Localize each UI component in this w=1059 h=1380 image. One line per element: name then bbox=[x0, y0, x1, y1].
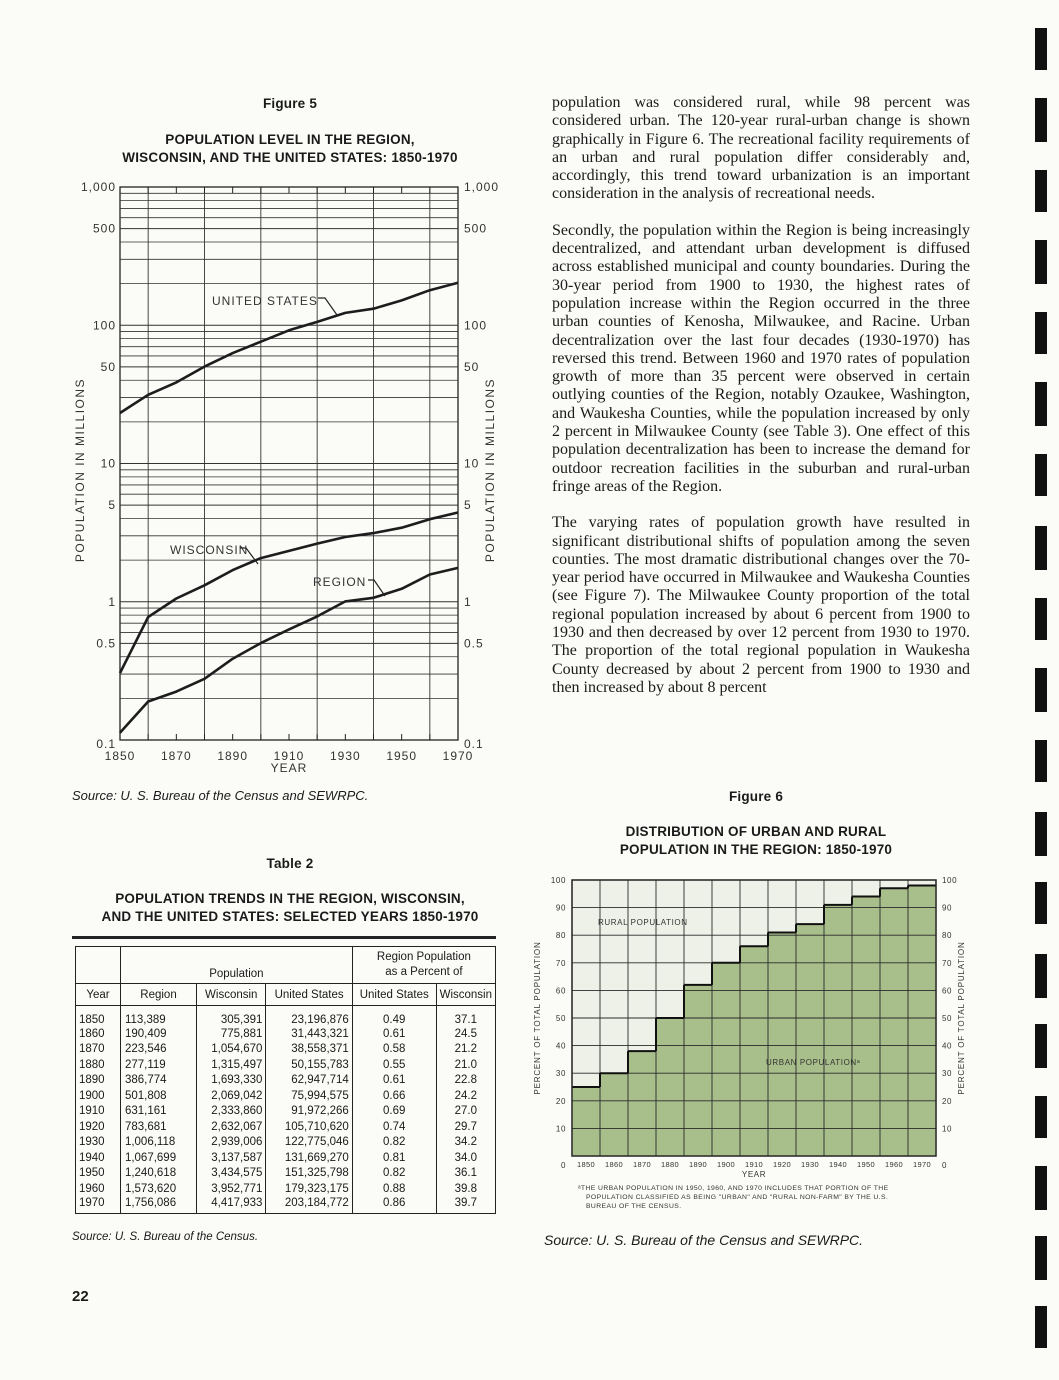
figure6-x-ticks bbox=[577, 1160, 931, 1169]
figure6-y-tick-label-right: 0 bbox=[942, 1161, 948, 1170]
figure6-x-tick-label: 1860 bbox=[605, 1160, 623, 1169]
figure5-label: Figure 5 bbox=[262, 96, 318, 111]
paragraph-2: Secondly, the population within the Region is being increasingly decentralized, and attendant urban development is diffused across established municipal and county boundaries. During the 30-year period from 1900 to 1930, the highest rates of population increase within the Region occurred in the three urban counties of Kenosha, Milwaukee, and Racine. Urban decentralization over the last four decades (1930-1970) has reversed this trend. Between 1960 and 1970 rates of population growth of more than 35 percent were observed in certain outlying counties of the Region, notably Ozaukee, Washington, and Waukesha Counties, while the population increased by only 2 percent in Milwaukee County (see Table 3). One effect of this population decentralization has been to increase the demand for outdoor recreation facilities in the suburban and rural-urban fringe areas of the Region. bbox=[552, 221, 970, 495]
table-cell: 0.66 bbox=[352, 1088, 436, 1104]
table-cell: 36.1 bbox=[454, 1167, 477, 1180]
table-cell: 631,161 bbox=[120, 1104, 196, 1120]
table-cell: 113,389 bbox=[120, 1006, 196, 1027]
figure6-y-tick-label-right: 40 bbox=[942, 1041, 953, 1051]
figure6-title-line1: DISTRIBUTION OF URBAN AND RURAL bbox=[625, 824, 887, 839]
figure5-y-tick-label-left: 0.1 bbox=[96, 737, 116, 751]
table-cell: 3,137,587 bbox=[197, 1150, 266, 1166]
table-cell: 1,693,330 bbox=[197, 1073, 266, 1089]
table-cell: 783,681 bbox=[120, 1119, 196, 1135]
table-cell: 22.8 bbox=[454, 1074, 477, 1087]
figure5-y-tick-label-left: 1 bbox=[108, 594, 116, 609]
figure6-y-tick-label-right: 60 bbox=[942, 986, 953, 996]
figure5-y-tick-label-right: 100 bbox=[464, 318, 488, 333]
figure5-y-tick-label-left: 100 bbox=[92, 318, 116, 333]
table-cell: 75,994,575 bbox=[266, 1088, 352, 1104]
figure5-y-tick-label-right: 1,000 bbox=[464, 180, 500, 194]
figure5-source: Source: U. S. Bureau of the Census and SEWRPC. bbox=[72, 788, 369, 803]
figure5-x-tick-label: 1930 bbox=[329, 749, 361, 763]
figure6-y-tick-label-left: 100 bbox=[550, 876, 566, 885]
table-row bbox=[76, 1042, 496, 1058]
figure6-y-tick-label-right: 50 bbox=[942, 1014, 953, 1023]
table-cell: 1900 bbox=[76, 1088, 121, 1104]
figure5-x-tick-label: 1970 bbox=[442, 749, 474, 763]
figure5-y-tick-label-left: 1,000 bbox=[80, 180, 116, 194]
table-row bbox=[76, 1057, 496, 1073]
figure6-x-axis-label: YEAR bbox=[741, 1170, 767, 1179]
figure6-y-tick-label-left: 90 bbox=[555, 903, 566, 913]
urban-bar bbox=[628, 1051, 656, 1156]
table-cell: 0.55 bbox=[352, 1057, 436, 1073]
table-cell: 0.81 bbox=[352, 1150, 436, 1166]
table-cell: 105,710,620 bbox=[266, 1119, 352, 1135]
table-cell: 179,323,175 bbox=[266, 1181, 352, 1197]
urban-bar bbox=[656, 1018, 684, 1156]
table-cell: 2,333,860 bbox=[197, 1104, 266, 1120]
figure5-y-tick-label-left: 0.5 bbox=[96, 636, 116, 651]
figure6-x-tick-label: 1960 bbox=[885, 1160, 903, 1169]
table-cell: 39.7 bbox=[454, 1196, 477, 1209]
figure5-annotations bbox=[170, 294, 385, 596]
table-cell: 151,325,798 bbox=[266, 1166, 352, 1182]
figure6-y-tick-label-left: 30 bbox=[555, 1069, 566, 1079]
urban-bar bbox=[712, 963, 740, 1156]
table-cell: 1950 bbox=[76, 1166, 121, 1182]
table-cell: 21.2 bbox=[454, 1043, 477, 1056]
figure5-x-axis-label: YEAR bbox=[270, 761, 308, 775]
table-cell: 0.61 bbox=[352, 1026, 436, 1042]
body-text bbox=[552, 94, 970, 697]
table-cell: 1870 bbox=[76, 1042, 121, 1058]
annotation-region: REGION bbox=[313, 575, 367, 589]
figure6-title bbox=[560, 823, 952, 859]
figure5-y-tick-label-right: 50 bbox=[464, 359, 480, 374]
table-cell: 1,054,670 bbox=[197, 1042, 266, 1058]
rural-population-label: RURAL POPULATION bbox=[598, 918, 688, 927]
table-cell: 0.86 bbox=[352, 1197, 436, 1214]
table-cell: 2,632,067 bbox=[197, 1119, 266, 1135]
table-row bbox=[76, 1150, 496, 1166]
page-number: 22 bbox=[72, 1288, 89, 1305]
table-cell: 23,196,876 bbox=[266, 1006, 352, 1027]
table-cell: 21.0 bbox=[454, 1058, 477, 1071]
table-cell: 0.61 bbox=[352, 1073, 436, 1089]
figure5-y-tick-label-right: 0.1 bbox=[464, 737, 484, 751]
figure6-x-tick-label: 1930 bbox=[801, 1160, 819, 1169]
table2-header-united-states: United States bbox=[266, 984, 352, 1006]
table2-header-region: Region bbox=[120, 984, 196, 1006]
figure6-chart bbox=[528, 868, 978, 1218]
annotation-wisconsin: WISCONSIN bbox=[170, 543, 249, 557]
table2-title-line2: AND THE UNITED STATES: SELECTED YEARS 1850-1970 bbox=[101, 909, 479, 924]
table-cell: 190,409 bbox=[120, 1026, 196, 1042]
figure6-y-tick-label-right: 100 bbox=[942, 876, 958, 885]
figure5-y-tick-label-right: 5 bbox=[464, 498, 472, 513]
table-cell: 37.1 bbox=[454, 1014, 477, 1026]
table-cell: 223,546 bbox=[120, 1042, 196, 1058]
series-line-region bbox=[120, 568, 458, 733]
urban-bar bbox=[824, 905, 852, 1156]
table-cell: 203,184,772 bbox=[266, 1197, 352, 1214]
table-row bbox=[76, 1197, 496, 1214]
annotation-united-states: UNITED STATES bbox=[212, 294, 318, 308]
table-row bbox=[76, 1181, 496, 1197]
table-cell: 386,774 bbox=[120, 1073, 196, 1089]
table-cell: 38,558,371 bbox=[266, 1042, 352, 1058]
figure5-x-tick-label: 1910 bbox=[273, 749, 305, 763]
table-cell: 2,939,006 bbox=[197, 1135, 266, 1151]
table-cell: 29.7 bbox=[454, 1120, 477, 1133]
paragraph-1: population was considered rural, while 98 percent was considered urban. The 120-year rural-urban change is shown graphically in Figure 6. The recreational facility requirements of an urban and rural population differ considerably and, accordingly, this trend toward urbanization is an important consideration in the analysis of recreational needs. bbox=[552, 94, 970, 203]
table-cell: 1880 bbox=[76, 1057, 121, 1073]
urban-bar bbox=[600, 1073, 628, 1156]
figure6-x-tick-label: 1920 bbox=[773, 1160, 791, 1169]
figure6-footnote-line2: POPULATION CLASSIFIED AS BEING "URBAN" AND "RURAL NON-FARM" BY THE U.S. bbox=[586, 1194, 889, 1201]
table-cell: 1960 bbox=[76, 1181, 121, 1197]
figure6-source: Source: U. S. Bureau of the Census and SEWRPC. bbox=[544, 1232, 864, 1248]
table-cell: 1,240,618 bbox=[120, 1166, 196, 1182]
figure5-y-tick-label-left: 500 bbox=[92, 221, 116, 236]
table-row bbox=[76, 1088, 496, 1104]
figure6-label: Figure 6 bbox=[728, 789, 784, 804]
table-cell: 24.2 bbox=[454, 1089, 477, 1102]
figure6-y-tick-label-right: 80 bbox=[942, 931, 953, 941]
table-cell: 0.82 bbox=[352, 1166, 436, 1182]
table-cell: 1,756,086 bbox=[120, 1197, 196, 1214]
table-cell: 34.0 bbox=[454, 1151, 477, 1164]
table-cell: 277,119 bbox=[120, 1057, 196, 1073]
figure5-grid bbox=[120, 187, 458, 740]
table2-source: Source: U. S. Bureau of the Census. bbox=[72, 1231, 259, 1243]
urban-bar bbox=[684, 985, 712, 1156]
table-cell: 1,067,699 bbox=[120, 1150, 196, 1166]
figure5-x-tick-label: 1950 bbox=[386, 749, 418, 763]
table2-header-year: Year bbox=[76, 984, 121, 1006]
urban-bar bbox=[572, 1087, 600, 1156]
figure6-y-tick-label-left: 60 bbox=[555, 986, 566, 996]
table-cell: 39.8 bbox=[454, 1182, 477, 1195]
figure6-x-tick-label: 1880 bbox=[661, 1160, 679, 1169]
urban-population-label: URBAN POPULATIONᵃ bbox=[766, 1058, 861, 1067]
figure5-y-tick-label-left: 10 bbox=[100, 456, 116, 471]
table2-group-percent-line1: Region Population bbox=[376, 951, 471, 963]
series-line-wisconsin bbox=[120, 513, 458, 674]
urban-bar bbox=[796, 924, 824, 1156]
table-cell: 31,443,321 bbox=[266, 1026, 352, 1042]
figure5-chart bbox=[50, 170, 520, 785]
table-cell: 91,972,266 bbox=[266, 1104, 352, 1120]
table-cell: 1890 bbox=[76, 1073, 121, 1089]
table-cell: 1930 bbox=[76, 1135, 121, 1151]
table2-body bbox=[76, 1006, 496, 1214]
table2-group-population: Population bbox=[120, 947, 352, 984]
figure5-y-tick-label-left: 5 bbox=[108, 498, 116, 513]
table-row bbox=[76, 1073, 496, 1089]
table-cell: 1,315,497 bbox=[197, 1057, 266, 1073]
table2 bbox=[75, 946, 496, 1214]
figure5-x-tick-label: 1850 bbox=[104, 749, 136, 763]
table-cell: 0.69 bbox=[352, 1104, 436, 1120]
table-cell: 0.82 bbox=[352, 1135, 436, 1151]
figure5-y-tick-label-right: 0.5 bbox=[464, 636, 484, 651]
figure6-y-tick-label-right: 30 bbox=[942, 1069, 953, 1079]
figure6-y-tick-label-left: 70 bbox=[555, 958, 566, 968]
table-cell: 1860 bbox=[76, 1026, 121, 1042]
figure6-x-tick-label: 1950 bbox=[857, 1160, 875, 1169]
figure6-x-tick-label: 1890 bbox=[689, 1160, 707, 1169]
figure5-title bbox=[90, 131, 490, 167]
table-cell: 1,573,620 bbox=[120, 1181, 196, 1197]
table-cell: 1940 bbox=[76, 1150, 121, 1166]
figure5-title-line2: WISCONSIN, AND THE UNITED STATES: 1850-1970 bbox=[122, 150, 458, 165]
table2-rule bbox=[72, 936, 496, 939]
figure6-y-tick-label-left: 20 bbox=[555, 1096, 566, 1106]
figure6-y-tick-label-right: 70 bbox=[942, 958, 953, 968]
figure5-y-tick-label-right: 1 bbox=[464, 594, 472, 609]
table-cell: 122,775,046 bbox=[266, 1135, 352, 1151]
table-cell: 24.5 bbox=[454, 1027, 477, 1040]
figure5-y-ticks bbox=[81, 180, 499, 751]
table-row bbox=[76, 1006, 496, 1027]
figure6-x-tick-label: 1900 bbox=[717, 1160, 735, 1169]
table-cell: 1,006,118 bbox=[120, 1135, 196, 1151]
table-cell: 305,391 bbox=[197, 1006, 266, 1027]
table-row bbox=[76, 1119, 496, 1135]
figure6-y-axis-label-right: PERCENT OF TOTAL POPULATION bbox=[957, 941, 966, 1095]
figure6-y-axis-label-left: PERCENT OF TOTAL POPULATION bbox=[533, 941, 542, 1095]
table-row bbox=[76, 1104, 496, 1120]
urban-bar bbox=[880, 888, 908, 1156]
table-cell: 3,952,771 bbox=[197, 1181, 266, 1197]
figure6-title-line2: POPULATION IN THE REGION: 1850-1970 bbox=[619, 842, 893, 857]
table-cell: 50,155,783 bbox=[266, 1057, 352, 1073]
table2-title bbox=[70, 890, 510, 926]
figure5-y-tick-label-right: 10 bbox=[464, 456, 480, 471]
figure6-y-tick-label-right: 20 bbox=[942, 1096, 953, 1106]
table-cell: 775,881 bbox=[197, 1026, 266, 1042]
table-cell: 27.0 bbox=[454, 1105, 477, 1118]
table2-header-wisconsin: Wisconsin bbox=[197, 984, 266, 1006]
table-cell: 3,434,575 bbox=[197, 1166, 266, 1182]
figure6-y-tick-label-left: 0 bbox=[560, 1161, 566, 1170]
table-cell: 1970 bbox=[76, 1197, 121, 1214]
table-cell: 1920 bbox=[76, 1119, 121, 1135]
table-cell: 0.58 bbox=[352, 1042, 436, 1058]
figure6-footnote-line1: ᵃTHE URBAN POPULATION IN 1950, 1960, AND 1970 INCLUDES THAT PORTION OF THE bbox=[578, 1185, 889, 1192]
figure6-y-tick-label-left: 80 bbox=[555, 931, 566, 941]
table-cell: 34.2 bbox=[454, 1136, 477, 1149]
table-row bbox=[76, 1166, 496, 1182]
figure6-x-tick-label: 1970 bbox=[913, 1160, 931, 1169]
figure6-x-tick-label: 1910 bbox=[745, 1160, 763, 1169]
table2-header-row bbox=[76, 984, 496, 1006]
urban-bar bbox=[768, 932, 796, 1156]
table-cell: 501,808 bbox=[120, 1088, 196, 1104]
figure6-x-tick-label: 1870 bbox=[633, 1160, 651, 1169]
table-cell: 4,417,933 bbox=[197, 1197, 266, 1214]
urban-bar bbox=[908, 886, 936, 1156]
table-cell: 62,947,714 bbox=[266, 1073, 352, 1089]
table-cell: 0.88 bbox=[352, 1181, 436, 1197]
table2-group-percent bbox=[352, 947, 495, 984]
figure5-y-tick-label-right: 500 bbox=[464, 221, 488, 236]
table-cell: 0.74 bbox=[352, 1119, 436, 1135]
figure5-y-tick-label-left: 50 bbox=[100, 359, 116, 374]
table2-group-percent-line2: as a Percent of bbox=[385, 966, 463, 978]
figure5-series bbox=[120, 283, 458, 733]
figure6-x-tick-label: 1850 bbox=[577, 1160, 595, 1169]
figure5-y-axis-label-left: POPULATION IN MILLIONS bbox=[73, 377, 87, 563]
figure6-y-tick-label-right: 90 bbox=[942, 903, 953, 913]
table2-header-pct-us: United States bbox=[352, 984, 436, 1006]
table-row bbox=[76, 1135, 496, 1151]
table-cell: 0.49 bbox=[352, 1006, 436, 1027]
figure6-y-tick-label-left: 50 bbox=[555, 1014, 566, 1023]
table2-header-pct-wisconsin: Wisconsin bbox=[436, 984, 495, 1006]
figure5-x-tick-label: 1870 bbox=[160, 749, 192, 763]
paragraph-3: The varying rates of population growth have resulted in significant distributional shifts of population among the seven counties. The most dramatic distributional changes over the 70-year period have occurred in Milwaukee and Waukesha Counties (see Figure 7). The Milwaukee County proportion of the total regional population increased by about 6 percent from 1900 to 1930 and then decreased by over 12 percent from 1930 to 1970. The proportion of the total regional population in Waukesha County decreased by about 2 percent from 1900 to 1930 and then increased by about 8 percent bbox=[552, 514, 970, 696]
table2-label: Table 2 bbox=[266, 856, 314, 871]
figure5-x-tick-label: 1890 bbox=[217, 749, 249, 763]
figure6-y-tick-label-left: 10 bbox=[555, 1124, 566, 1134]
figure5-y-axis-label-right: POPULATION IN MILLIONS bbox=[483, 377, 497, 563]
table-cell: 2,069,042 bbox=[197, 1088, 266, 1104]
urban-bar bbox=[740, 946, 768, 1156]
table-cell: 131,669,270 bbox=[266, 1150, 352, 1166]
figure6-y-tick-label-left: 40 bbox=[555, 1041, 566, 1051]
table-row bbox=[76, 1026, 496, 1042]
table-cell: 1910 bbox=[76, 1104, 121, 1120]
figure6-footnote-line3: BUREAU OF THE CENSUS. bbox=[586, 1203, 682, 1210]
figure6-x-tick-label: 1940 bbox=[829, 1160, 847, 1169]
table2-title-line1: POPULATION TRENDS IN THE REGION, WISCONSIN, bbox=[115, 891, 465, 906]
figure6-y-tick-label-right: 10 bbox=[942, 1124, 953, 1134]
figure5-title-line1: POPULATION LEVEL IN THE REGION, bbox=[165, 132, 415, 147]
table-cell: 1850 bbox=[76, 1006, 121, 1027]
